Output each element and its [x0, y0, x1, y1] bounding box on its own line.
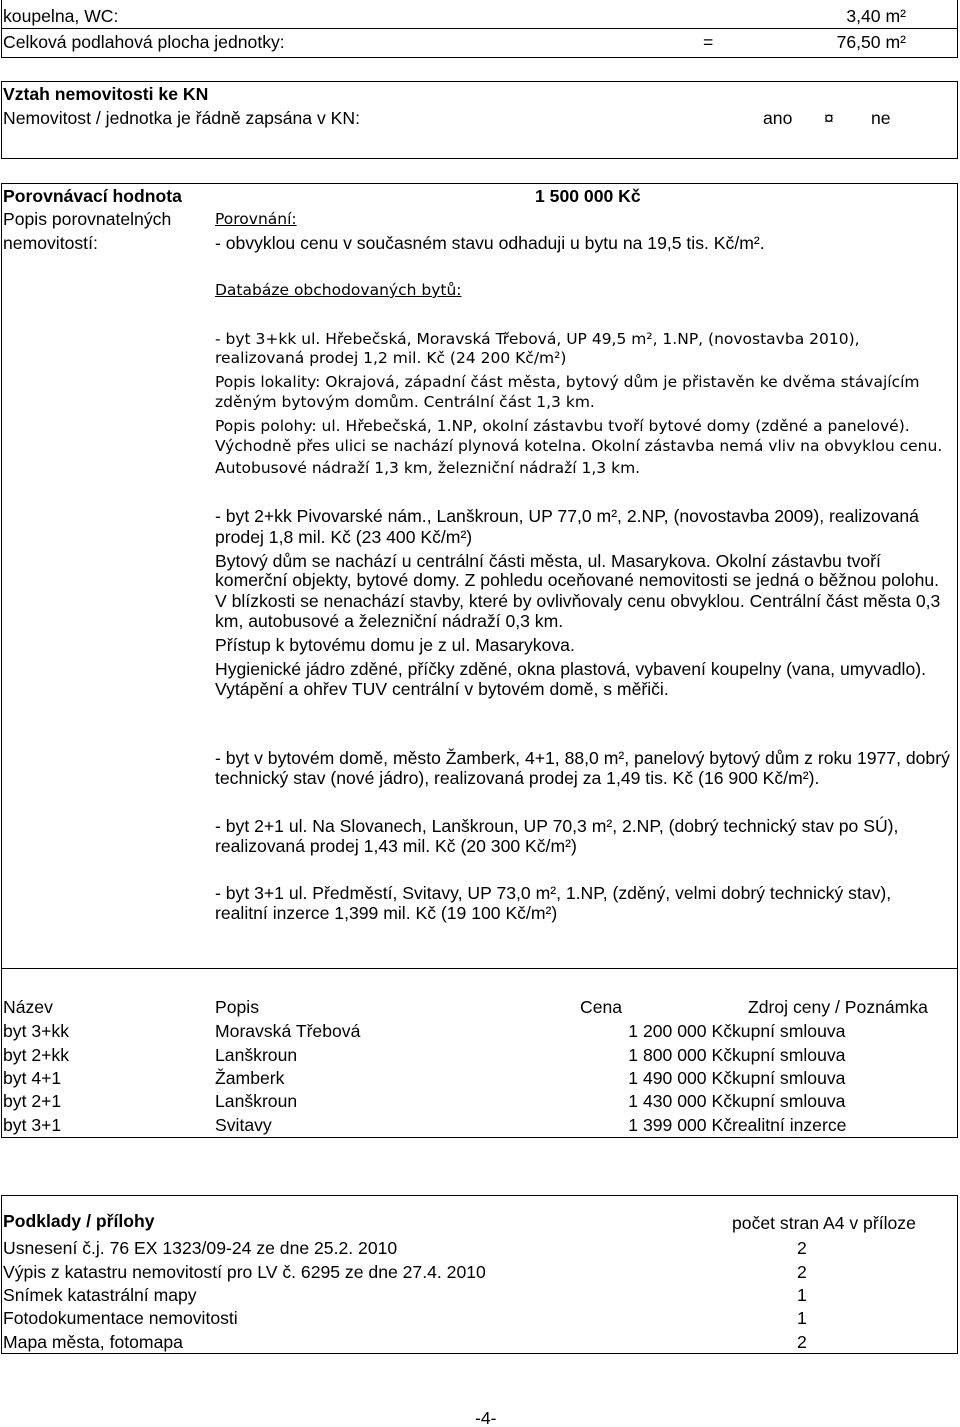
listing-line: - byt 2+kk Pivovarské nám., Lanškroun, UP 77,0 m², 2.NP, (novostavba 2009), realizovaná [215, 506, 919, 526]
checkbox-marker-icon: ¤ [824, 108, 834, 128]
attachments-heading: Podklady / přílohy [3, 1211, 155, 1231]
listing-line: Autobusové nádraží 1,3 km, železniční nádraží 1,3 km. [215, 459, 641, 477]
listing-line: Východně přes ulici se nachází plynová kotelna. Okolní zástavba nemá vliv na obvyklou cenu. [215, 437, 943, 455]
description-label: Popis porovnatelných [3, 209, 172, 229]
table-cell-source: kupní smlouva [732, 1091, 846, 1111]
attachment-pages: 1 [797, 1285, 807, 1305]
comparative-value-heading: Porovnávací hodnota [3, 186, 182, 206]
table-cell-price: 1 399 000 Kč [628, 1115, 732, 1135]
attachment-pages: 2 [797, 1332, 807, 1352]
description-label: nemovitostí: [3, 233, 98, 253]
listing-line: zděným bytovým domům. Centrální část 1,3 km. [215, 393, 595, 411]
attachment-item [0, 1308, 960, 1328]
listing-line: - byt 3+1 ul. Předměstí, Svitavy, UP 73,0 m², 1.NP, (zděný, velmi dobrý technický stav), [215, 883, 892, 903]
option-yes: ano [763, 108, 793, 128]
listing-line: realizovaná prodej 1,43 mil. Kč (20 300 Kč/m²) [215, 836, 577, 856]
attachment-item [0, 1285, 960, 1305]
listing-line: prodej 1,8 mil. Kč (23 400 Kč/m²) [215, 527, 473, 547]
listing-line: V blízkosti se nenachází stavby, které by ovlivňovaly cenu obvyklou. Centrální část města 0,3 [215, 591, 941, 611]
table-cell-description: Moravská Třebová [215, 1021, 361, 1041]
listing-line: Bytový dům se nachází u centrální části města, ul. Masarykova. Okolní zástavbu tvoří [215, 551, 881, 571]
table-row [0, 1068, 960, 1088]
table-row [0, 1045, 960, 1065]
table-row [0, 1021, 960, 1041]
database-heading: Databáze obchodovaných bytů: [215, 281, 462, 299]
listing-line: komerční objekty, bytové domy. Z pohledu oceňované nemovitosti se jedná o běžnou polohu. [215, 570, 940, 590]
table-top-rule [1, 968, 958, 969]
table-cell-name: byt 2+1 [3, 1091, 62, 1111]
option-no: ne [871, 108, 891, 128]
table-header-row [0, 997, 960, 1017]
page-count-heading: počet stran A4 v příloze [732, 1213, 916, 1233]
attachment-name: Usnesení č.j. 76 EX 1323/09-24 ze dne 25.2. 2010 [3, 1238, 398, 1258]
listing-line: - byt v bytovém domě, město Žamberk, 4+1, 88,0 m², panelový bytový dům z roku 1977, dobrý [215, 748, 950, 768]
attachment-name: Mapa města, fotomapa [3, 1332, 183, 1352]
table-cell-price: 1 800 000 Kč [628, 1045, 732, 1065]
page-number: -4- [475, 1408, 497, 1427]
bathroom-area-value: 3,40 m² [846, 6, 906, 26]
listing-line: - byt 3+kk ul. Hřebečská, Moravská Třebová, UP 49,5 m², 1.NP, (novostavba 2010), [215, 330, 860, 348]
bathroom-label: koupelna, WC: [3, 6, 119, 26]
table-cell-name: byt 4+1 [3, 1068, 62, 1088]
total-area-label: Celková podlahová plocha jednotky: [3, 32, 285, 52]
table-cell-description: Svitavy [215, 1115, 272, 1135]
table-cell-source: kupní smlouva [732, 1045, 846, 1065]
comparison-heading: Porovnání: [215, 210, 297, 228]
listing-line: realitní inzerce 1,399 mil. Kč (19 100 Kč/m²) [215, 903, 558, 923]
table-header-source: Zdroj ceny / Poznámka [748, 997, 928, 1017]
listing-line: km, autobusové a železniční nádraží 0,3 km. [215, 611, 564, 631]
table-cell-description: Lanškroun [215, 1091, 298, 1111]
table-cell-name: byt 3+kk [3, 1021, 70, 1041]
listing-line: Přístup k bytovému domu je z ul. Masarykova. [215, 635, 575, 655]
attachment-name: Snímek katastrální mapy [3, 1285, 197, 1305]
table-cell-source: realitní inzerce [732, 1115, 847, 1135]
attachment-item [0, 1262, 960, 1282]
attachment-name: Fotodokumentace nemovitosti [3, 1308, 238, 1328]
table-cell-price: 1 430 000 Kč [628, 1091, 732, 1111]
attachment-pages: 2 [797, 1238, 807, 1258]
table-header-name: Název [3, 997, 53, 1017]
listing-line: - byt 2+1 ul. Na Slovanech, Lanškroun, UP 70,3 m², 2.NP, (dobrý technický stav po SÚ), [215, 816, 899, 836]
listing-line: Popis polohy: ul. Hřebečská, 1.NP, okolní zástavbu tvoří bytové domy (zděné a panelové). [215, 417, 910, 435]
attachment-name: Výpis z katastru nemovitostí pro LV č. 6295 ze dne 27.4. 2010 [3, 1262, 486, 1282]
cadastre-question: Nemovitost / jednotka je řádně zapsána v KN: [3, 108, 360, 128]
table-cell-name: byt 3+1 [3, 1115, 62, 1135]
equals-sign: = [703, 32, 714, 52]
table-cell-name: byt 2+kk [3, 1045, 70, 1065]
comparative-value-amount: 1 500 000 Kč [535, 186, 641, 206]
listing-line: Popis lokality: Okrajová, západní část města, bytový dům je přistavěn ke dvěma stávajícím [215, 373, 920, 391]
comparison-text: - obvyklou cenu v současném stavu odhaduji u bytu na 19,5 tis. Kč/m². [215, 233, 765, 253]
table-row [0, 1115, 960, 1135]
table-cell-description: Žamberk [215, 1068, 285, 1088]
table-row [0, 1091, 960, 1111]
attachment-pages: 2 [797, 1262, 807, 1282]
table-cell-price: 1 200 000 Kč [628, 1021, 732, 1041]
row-divider [1, 28, 958, 29]
table-cell-description: Lanškroun [215, 1045, 298, 1065]
table-cell-price: 1 490 000 Kč [628, 1068, 732, 1088]
listing-line: Hygienické jádro zděné, příčky zděné, okna plastová, vybavení koupelny (vana, umyvadlo). [215, 659, 926, 679]
table-cell-source: kupní smlouva [732, 1068, 846, 1088]
table-cell-source: kupní smlouva [732, 1021, 846, 1041]
listing-line: realizovaná prodej 1,2 mil. Kč (24 200 Kč/m²) [215, 349, 567, 367]
attachment-item [0, 1238, 960, 1258]
listing-line: Vytápění a ohřev TUV centrální v bytovém domě, s měřiči. [215, 679, 669, 699]
total-area-value: 76,50 m² [836, 32, 906, 52]
listing-line: technický stav (nové jádro), realizovaná prodej za 1,49 tis. Kč (16 900 Kč/m²). [215, 768, 820, 788]
table-header-description: Popis [215, 997, 260, 1017]
attachment-item [0, 1332, 960, 1352]
cadastre-heading: Vztah nemovitosti ke KN [3, 84, 209, 104]
table-header-price: Cena [580, 997, 623, 1017]
attachment-pages: 1 [797, 1308, 807, 1328]
